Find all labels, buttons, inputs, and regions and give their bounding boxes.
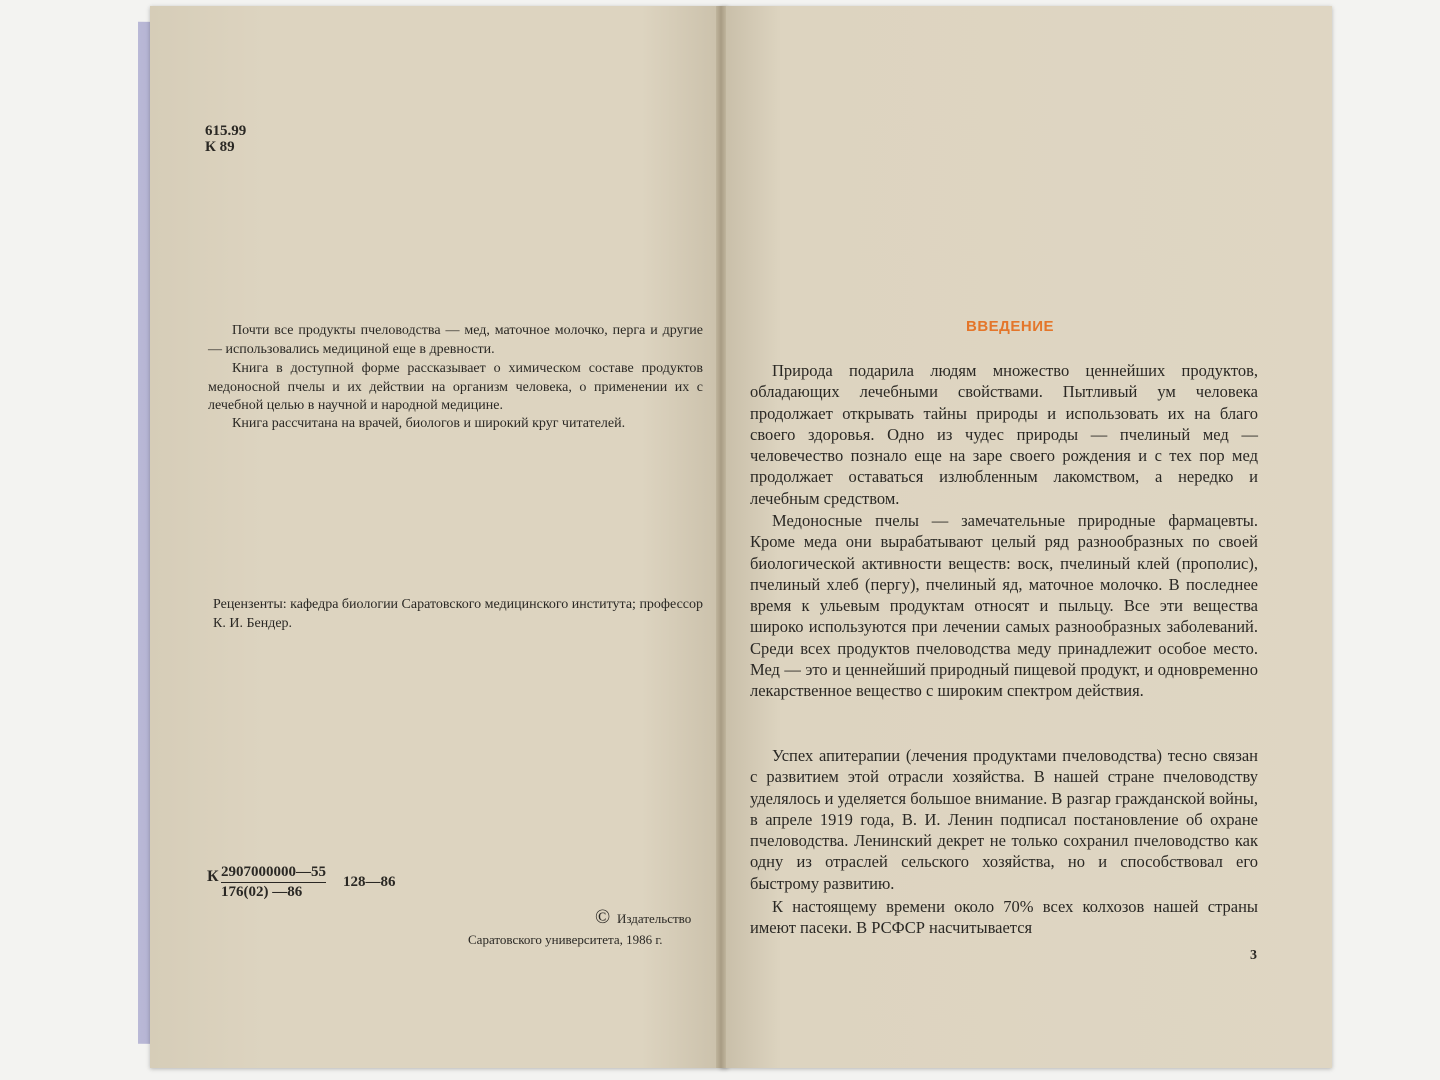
- body-paragraph: Медоносные пчелы — замечательные природные фармацевты. Кроме меда они вырабатывают целый ряд разнообразных по своей биологической активности веществ: воск, пчелиный клей (прополис), пчелиный хлеб (пергу), пчелиный яд, маточное молочко. В последнее время к ульевым продуктам относят и пыльцу. Все эти вещества широко используются при лечении самых разнообразных заболеваний. Среди всех продуктов пчеловодства меду принадлежит особое место. Мед — это и ценнейший природный пищевой продукт, и одновременно лекарственное вещество с широким спектром действия.: [750, 511, 1258, 701]
- classification-udc: 615.99: [205, 123, 247, 139]
- body-paragraph: К настоящему времени около 70% всех колхозов нашей страны имеют пасеки. В РСФСР насчитывается: [750, 897, 1258, 938]
- annotation-paragraph: Книга в доступной форме рассказывает о химическом составе продуктов медоносной пчелы и их действии на организм человека, о применении их с лечебной целью в научной и народной медицине.: [208, 361, 703, 413]
- section-heading: ВВЕДЕНИЕ: [966, 318, 1054, 335]
- copyright-symbol: ©: [595, 906, 611, 928]
- publisher-line-2: Саратовского университета, 1986 г.: [468, 932, 663, 947]
- left-page: [150, 6, 728, 1068]
- catalog-denominator: 176(02) —86: [221, 884, 303, 900]
- body-paragraph: Природа подарила людям множество ценнейших продуктов, обладающих лечебными свойствами. Пытливый ум человека продолжает открывать тайны природы и использовать их на благо своего здоровья. Одно из чудес природы — пчелиный мед — человечество познало еще на заре своего рождения и с тех пор мед продолжает оставаться излюбленным лакомством, а нередко и лечебным средством.: [750, 361, 1258, 508]
- annotation-paragraph: Книга рассчитана на врачей, биологов и широкий круг читателей.: [232, 416, 626, 431]
- publisher-line-1: Издательство: [617, 911, 692, 926]
- body-paragraph: Успех апитерапии (лечения продуктами пчеловодства) тесно связан с развитием этой отрасли хозяйства. В нашей стране пчеловодству уделялось и уделяется большое внимание. В разгар гражданской войны, в апреле 1919 года, В. И. Ленин подписал постановление об охране пчеловодства. Ленинский декрет не только сохранил пчеловодство как одну из отраслей сельского хозяйства, но и способствовал его быстрому развитию.: [750, 746, 1258, 893]
- catalog-letter: К: [207, 868, 219, 885]
- reviewers: Рецензенты: кафедра биологии Саратовского медицинского института; профессор К. И. Бендер.: [213, 597, 703, 631]
- catalog-numerator: 2907000000—55: [221, 864, 326, 883]
- classification-author-mark: К 89: [205, 139, 235, 155]
- book-spine: [716, 6, 726, 1068]
- page-number: 3: [1250, 948, 1257, 963]
- annotation-paragraph: Почти все продукты пчеловодства — мед, маточное молочко, перга и другие — использовались медициной еще в древности.: [208, 323, 703, 357]
- catalog-suffix: 128—86: [343, 874, 396, 890]
